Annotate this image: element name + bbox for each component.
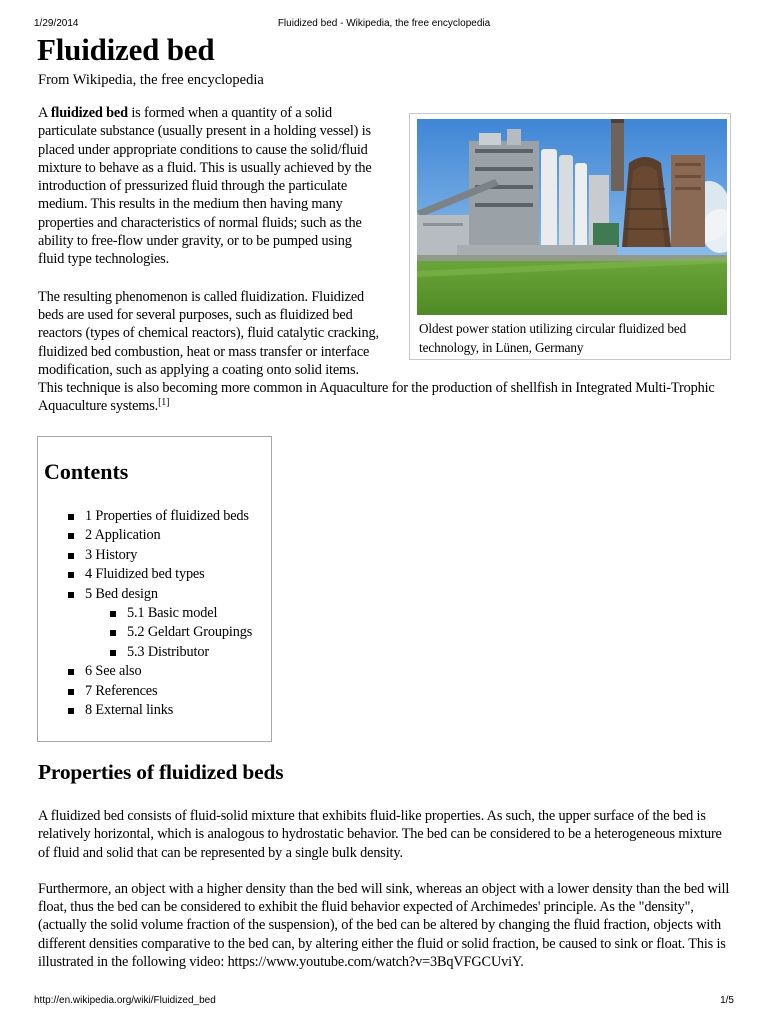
second-paragraph-text: The resulting phenomenon is called fluidization. Fluidized beds are used for several purposes, such as fluidized bed reactors (types of chemical reactors), fluid catalytic cracking, fluidized bed combustion, heat or mass transfer or interface modification, such as applying a coating onto solid items. This technique is also becoming more common in Aquaculture for the production of shellfish in Integrated Multi-Trophic Aquaculture systems. — [38, 288, 715, 415]
page-number: 1/5 — [720, 995, 734, 1006]
article-subtitle: From Wikipedia, the free encyclopedia — [38, 72, 264, 88]
intro-term: fluidized bed — [50, 105, 128, 121]
properties-paragraph-1: A fluidized bed consists of fluid-solid mixture that exhibits fluid-like properties. As such, the upper surface of the bed is relatively horizontal, which is analogous to hydrostatic behavior. The bed can be considered to be a heterogeneous mixture of fluid and solid that can be represented by a single bulk density. — [38, 808, 722, 861]
print-page-title: Fluidized bed - Wikipedia, the free encyclopedia — [277, 18, 491, 29]
power-station-photo[interactable] — [417, 119, 727, 315]
toc-title: Contents — [44, 459, 129, 484]
toc-item[interactable]: 2 Application — [68, 526, 252, 545]
intro-article-word: A — [38, 105, 51, 121]
toc-item[interactable]: 6 See also — [68, 662, 252, 681]
toc-item[interactable]: 7 References — [68, 682, 252, 701]
infobox — [409, 113, 731, 360]
print-header — [34, 18, 734, 32]
toc-item[interactable]: 4 Fluidized bed types — [68, 565, 252, 584]
article-title: Fluidized bed — [37, 32, 215, 67]
toc-item[interactable]: 1 Properties of fluidized beds — [68, 507, 252, 526]
section-body-properties — [38, 807, 733, 971]
properties-paragraph-2: Furthermore, an object with a higher density than the bed will sink, whereas an object with a lower density than the bed will float, thus the bed can be considered to exhibit the fluid behavior expected of Archimedes' principle. As the "density", (actually the solid volume fraction of the suspension), of the bed can be altered by changing the fluid fraction, objects with different densities comparative to the bed can, by altering either the fluid or solid fraction, be caused to sink or float. This is illustrated in the following video: https://www.youtube.com/watch?v=3BqVFGCUviY. — [38, 880, 730, 971]
toc-item[interactable]: 3 History — [68, 546, 252, 565]
toc-subitem[interactable]: 5.3 Distributor — [110, 643, 252, 662]
intro-paragraph — [38, 104, 390, 269]
print-url: http://en.wikipedia.org/wiki/Fluidized_bed — [34, 995, 216, 1006]
toc-item[interactable]: 8 External links — [68, 701, 252, 720]
toc-item[interactable]: 5 Bed design — [68, 585, 252, 604]
table-of-contents — [37, 436, 272, 742]
toc-subitem[interactable]: 5.1 Basic model — [110, 604, 252, 623]
reference-link[interactable]: [1] — [158, 397, 170, 409]
toc-subitem[interactable]: 5.2 Geldart Groupings — [110, 623, 252, 642]
section-heading-properties: Properties of fluidized beds — [38, 760, 284, 784]
print-date: 1/29/2014 — [34, 18, 79, 29]
infobox-caption: Oldest power station utilizing circular fluidized bed technology, in Lünen, Germany — [419, 321, 687, 355]
intro-rest: is formed when a quantity of a solid particulate substance (usually present in a holding vessel) is placed under appropriate conditions to cause the solid/fluid mixture to behave as a fluid. This is usually achieved by the introduction of pressurized fluid through the particulate medium. This results in the medium then having many properties and characteristics of normal fluids; such as the ability to free-flow under gravity, or to be pumped using fluid type technologies. — [38, 105, 372, 268]
toc-list — [68, 507, 252, 720]
print-footer — [34, 995, 734, 1009]
